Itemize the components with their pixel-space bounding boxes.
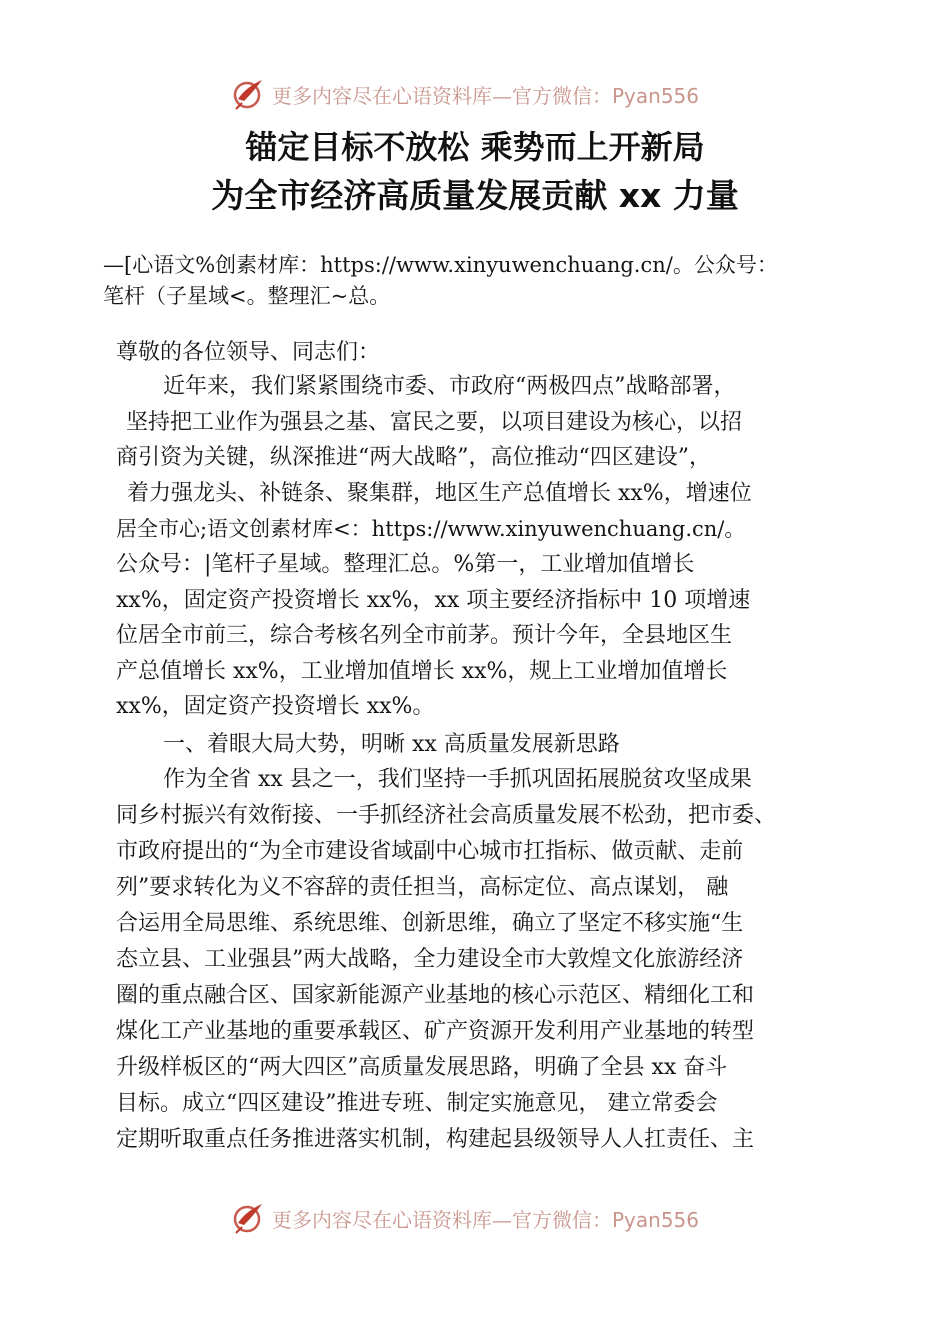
- banner-text: 更多内容尽在心语资料库—官方微信：Pyan556: [272, 1207, 700, 1232]
- section-heading: 一、着眼大局大势，明晰 xx 高质量发展新思路: [163, 732, 620, 757]
- paragraph-line: 商引资为关键，纵深推进“两大战略”，高位推动“四区建设”，: [116, 445, 711, 470]
- paragraph-line: 近年来，我们紧紧围绕市委、市政府“两极四点”战略部署，: [163, 374, 736, 399]
- paragraph-line: 坚持把工业作为强县之基、富民之要，以项目建设为核心，以招: [126, 410, 743, 435]
- paragraph-line: 市政府提出的“为全市建设省域副中心城市扛指标、做贡献、走前: [116, 839, 744, 864]
- paragraph-line: 升级样板区的“两大四区”高质量发展思路，明确了全县 xx 奋斗: [116, 1055, 728, 1080]
- source-line-2: 笔杆（子星域<。整理汇~总。: [103, 284, 391, 308]
- paragraph-line: 同乡村振兴有效衔接、一手抓经济社会高质量发展不松劲，把市委、: [116, 803, 777, 828]
- paragraph-line: 合运用全局思维、系统思维、创新思维，确立了坚定不移实施“生: [116, 911, 744, 936]
- paragraph-line: xx%，固定资产投资增长 xx%，xx 项主要经济指标中 10 项增速: [116, 588, 751, 613]
- paragraph-line: 着力强龙头、补链条、聚集群，地区生产总值增长 xx%，增速位: [127, 481, 752, 506]
- paragraph-line: 公众号：|笔杆子星域。整理汇总。%第一，工业增加值增长: [116, 552, 695, 577]
- header-banner: [0, 72, 950, 116]
- greeting: 尊敬的各位领导、同志们：: [116, 340, 381, 365]
- paragraph-line: 煤化工产业基地的重要承载区、矿产资源开发利用产业基地的转型: [116, 1019, 755, 1044]
- paragraph-line: 位居全市前三，综合考核名列全市前茅。预计今年，全县地区生: [116, 623, 733, 648]
- quill-logo-icon: [232, 1201, 266, 1235]
- footer-banner: [0, 1196, 950, 1240]
- paragraph-line: 产总值增长 xx%，工业增加值增长 xx%，规上工业增加值增长: [116, 659, 728, 684]
- paragraph-line: 定期听取重点任务推进落实机制，构建起县级领导人人扛责任、主: [116, 1127, 755, 1152]
- source-line-1: —[心语文%创素材库：https://www.xinyuwenchuang.cn/。公众号：: [103, 253, 778, 277]
- paragraph-line: 态立县、工业强县”两大战略，全力建设全市大敦煌文化旅游经济: [116, 947, 744, 972]
- quill-logo-icon: [232, 77, 266, 111]
- paragraph-line: 圈的重点融合区、国家新能源产业基地的核心示范区、精细化工和: [116, 983, 755, 1008]
- document-title-line2: 为全市经济高质量发展贡献 xx 力量: [211, 176, 739, 215]
- paragraph-line: xx%，固定资产投资增长 xx%。: [116, 694, 435, 719]
- paragraph-line: 目标。成立“四区建设”推进专班、制定实施意见， 建立常委会: [116, 1091, 718, 1116]
- paragraph-line: 列”要求转化为义不容辞的责任担当，高标定位、高点谋划， 融: [116, 875, 729, 900]
- document-title-line1: 锚定目标不放松 乘势而上开新局: [245, 128, 705, 166]
- banner-text: 更多内容尽在心语资料库—官方微信：Pyan556: [272, 83, 700, 108]
- paragraph-line: 作为全省 xx 县之一，我们坚持一手抓巩固拓展脱贫攻坚成果: [163, 767, 752, 792]
- paragraph-line: 居全市心;语文创素材库<：https://www.xinyuwenchuang.cn/。: [116, 517, 746, 541]
